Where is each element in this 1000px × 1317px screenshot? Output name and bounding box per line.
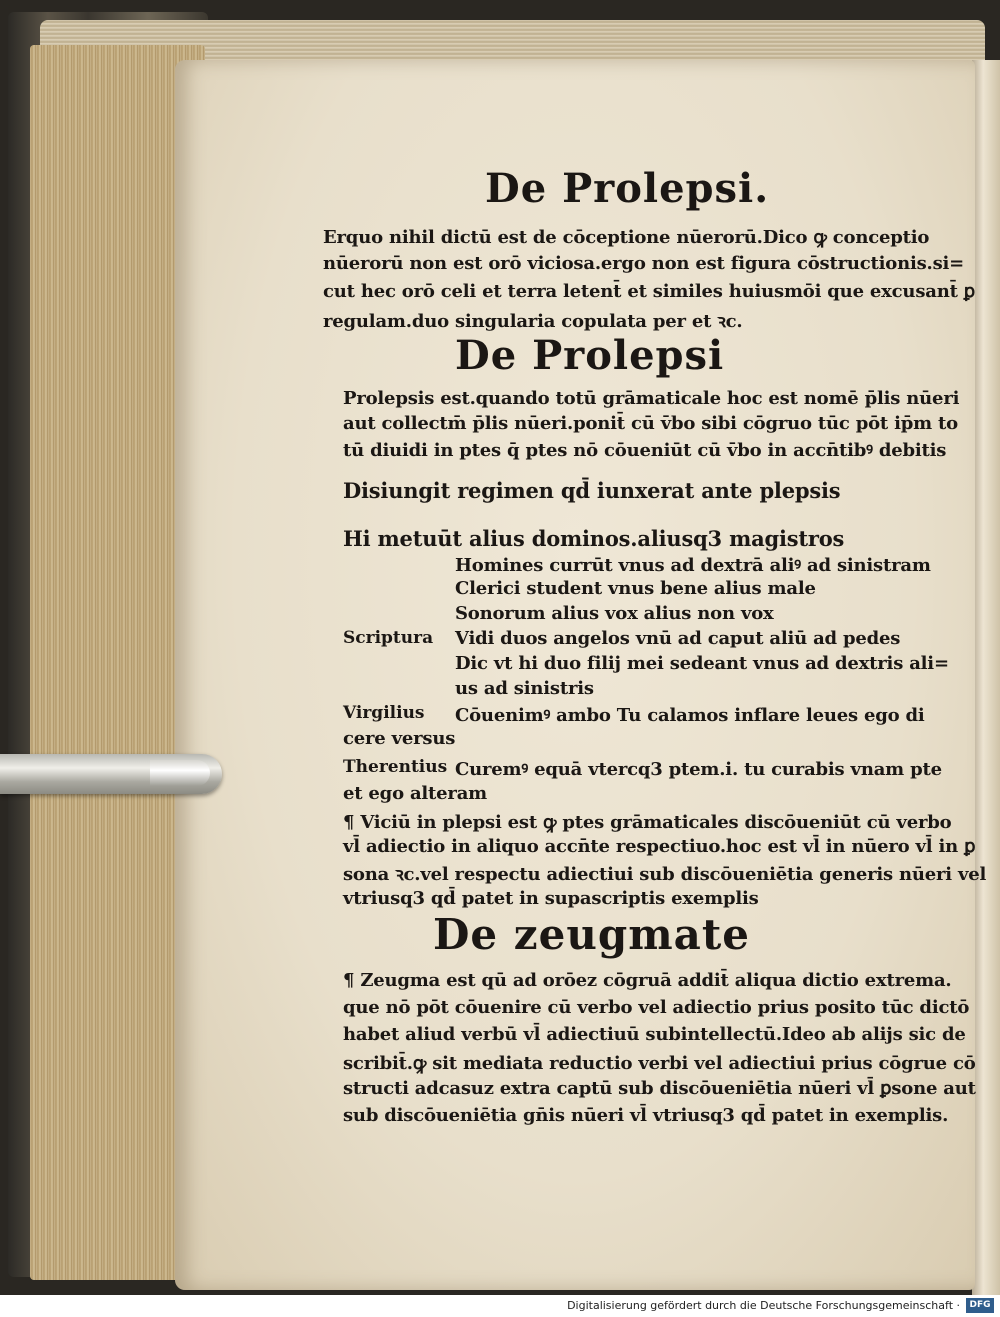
pen-tip bbox=[150, 760, 210, 786]
example-line: cere versus bbox=[343, 728, 456, 749]
para3-line: vl̄ adiectio in aliquo accn̄te respectiuo.hoc est vl̄ in nūero vl̄ in ꝑ bbox=[343, 836, 976, 857]
book-page bbox=[175, 60, 987, 1290]
example-line: Curemꝰ equā vtercq3 ptem.i. tu curabis vnam pte bbox=[455, 759, 942, 780]
para1-line: regulam.duo singularia copulata per et ꝛc. bbox=[323, 311, 743, 332]
para1-line: Erquo nihil dictū est de cōceptione nūerorū.Dico ꝙ conceptio bbox=[323, 227, 930, 248]
page-text bbox=[175, 60, 987, 1290]
example-line: Cōuenimꝰ ambo Tu calamos inflare leues ego di bbox=[455, 705, 925, 726]
example-line: us ad sinistris bbox=[455, 678, 594, 699]
heading-prolepsi-1: De Prolepsi. bbox=[485, 165, 770, 212]
para4-line: habet aliud verbū vl̄ adiectiuū subintellectū.Ideo ab alijs sic de bbox=[343, 1024, 966, 1045]
facing-page-edge bbox=[972, 60, 1000, 1295]
example-line: Vidi duos angelos vnū ad caput aliū ad pedes bbox=[455, 628, 901, 649]
example-line: et ego alteram bbox=[343, 783, 488, 804]
verse-line: Disiungit regimen qd̄ iunxerat ante plepsis bbox=[343, 478, 841, 503]
example-line: Sonorum alius vox alius non vox bbox=[455, 603, 774, 624]
para3-line: sona ꝛc.vel respectu adiectiui sub discōueniētia generis nūeri vel bbox=[343, 864, 987, 885]
footer-bar bbox=[0, 1295, 1000, 1317]
heading-prolepsi-2: De Prolepsi bbox=[455, 332, 725, 379]
footer-credit: Digitalisierung gefördert durch die Deutsche Forschungsgemeinschaft · bbox=[567, 1299, 960, 1312]
example-line: Dic vt hi duo filij mei sedeant vnus ad dextris ali= bbox=[455, 653, 949, 674]
margin-label-therentius: Therentius bbox=[343, 757, 448, 777]
example-line: Clerici student vnus bene alius male bbox=[455, 578, 816, 599]
dfg-logo-icon: DFG bbox=[966, 1298, 994, 1313]
para4-line: sub discōueniētia gn̄is nūeri vl̄ vtriusq3 qd̄ patet in exemplis. bbox=[343, 1105, 949, 1126]
para4-line: ¶ Zeugma est qū ad orōez cōgruā addit̄ aliqua dictio extrema. bbox=[343, 970, 952, 991]
margin-label-virgilius: Virgilius bbox=[343, 703, 425, 723]
para2-line: tū diuidi in ptes q̄ ptes nō cōueniūt cū v̄bo in accn̄tibꝰ debitis bbox=[343, 440, 947, 461]
para3-line: vtriusq3 qd̄ patet in supascriptis exemplis bbox=[343, 888, 759, 909]
para4-line: que nō pōt cōuenire cū verbo vel adiectio prius posito tūc dictō bbox=[343, 997, 970, 1018]
para3-line: ¶ Viciū in plepsi est ꝙ ptes grāmaticales discōueniūt cū verbo bbox=[343, 812, 952, 833]
para4-line: structi adcasuz extra captū sub discōueniētia nūeri vl̄ ꝑsone aut bbox=[343, 1078, 976, 1099]
example-line: Hi metuūt alius dominos.aliusq3 magistros bbox=[343, 526, 845, 551]
margin-label-scriptura: Scriptura bbox=[343, 628, 434, 648]
para2-line: Prolepsis est.quando totū grāmaticale hoc est nomē p̄lis nūeri bbox=[343, 388, 960, 409]
pen-bookmark bbox=[0, 754, 222, 794]
heading-zeugmate: De zeugmate bbox=[433, 910, 751, 959]
example-line: Homines currūt vnus ad dextrā aliꝰ ad sinistram bbox=[455, 555, 931, 576]
para1-line: cut hec orō celi et terra letent̄ et similes huiusmōi que excusant̄ ꝑ bbox=[323, 281, 976, 302]
para4-line: scribit̄.ꝙ sit mediata reductio verbi vel adiectiui prius cōgrue cō bbox=[343, 1053, 976, 1074]
para1-line: nūerorū non est orō viciosa.ergo non est figura cōstructionis.si= bbox=[323, 253, 965, 274]
para2-line: aut collectm̄ p̄lis nūeri.ponit̄ cū v̄bo sibi cōgruo tūc pōt ip̄m to bbox=[343, 413, 958, 434]
